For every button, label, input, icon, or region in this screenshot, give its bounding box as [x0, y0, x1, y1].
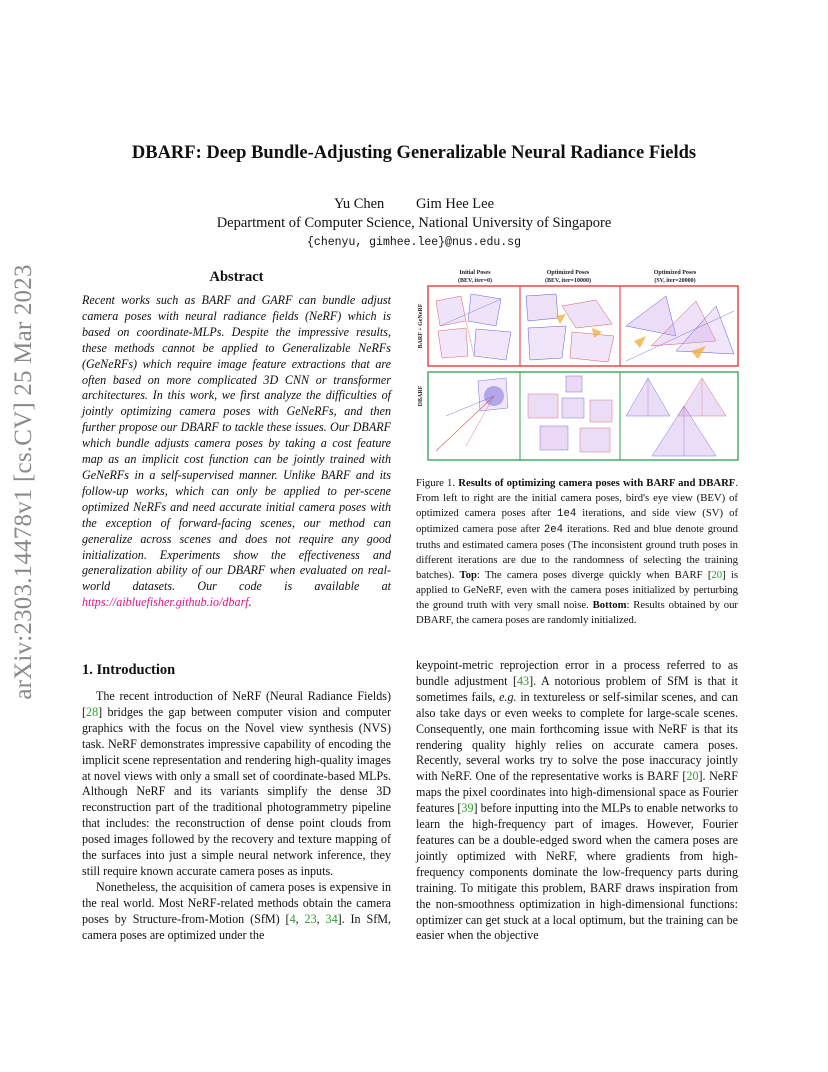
fig-panel-bev-bottom	[528, 376, 612, 452]
caption-math: 2e4	[543, 524, 564, 536]
citation-link[interactable]: 20	[711, 569, 723, 581]
fig-panel-initial-bottom	[436, 378, 508, 451]
author-name: Yu Chen	[333, 196, 385, 212]
fig-row-label: DBARF	[418, 385, 424, 407]
citation-link[interactable]: 23	[304, 911, 317, 926]
paper-title: DBARF: Deep Bundle-Adjusting Generalizable Neural Radiance Fields	[131, 143, 697, 163]
arxiv-stamp-text: arXiv:2303.14478v1 [cs.CV] 25 Mar 2023	[10, 264, 37, 700]
code-link[interactable]: https://aibluefisher.github.io/dbarf	[82, 595, 249, 610]
section-heading: 1. Introduction	[82, 662, 176, 678]
caption-part: iterations. Red and blue denote ground truths and estimated camera poses (The inconsistent ground truth poses in different iterations are due to the randomness of selecting the training batches).	[416, 523, 738, 581]
fig-col-title: Optimized Poses	[653, 270, 697, 276]
fig-panel-bev-top	[526, 294, 614, 362]
abstract-tail: .	[248, 595, 252, 610]
citation-link[interactable]: 4	[289, 911, 296, 926]
citation-link[interactable]: 20	[686, 769, 699, 784]
abstract-heading: Abstract	[209, 269, 264, 285]
fig-panel-initial-top	[436, 294, 511, 360]
abstract-body	[82, 293, 391, 611]
caption-part: ] is applied to GeNeRF, even with the camera poses initialized by perturbing the ground truth with very small noise.	[416, 569, 739, 611]
caption-part: . From left to right are the initial camera poses, bird's eye view (BEV) of optimized camera poses after	[416, 477, 739, 519]
fig-bottom-row	[428, 372, 738, 460]
fig-col-title: Initial Poses	[459, 270, 491, 276]
caption-math: 1e4	[557, 508, 577, 520]
author-name: Gim Hee Lee	[415, 196, 495, 212]
arxiv-stamp	[4, 262, 44, 702]
citation-link[interactable]: 28	[86, 704, 99, 719]
fig-col-title: Optimized Poses	[546, 270, 590, 276]
fig-col-subtitle: (SV, iter=20000)	[654, 278, 696, 284]
intro-paragraph: The recent introduction of NeRF (Neural Radiance Fields) [28] bridges the gap between computer vision and computer graphics with the focus on the Novel view synthesis (NVS) task. NeRF demonstrates impressive capability of encoding the implicit scene representation and rendering high-quality images at novel views with only a small set of coordinate-based MLPs. Although NeRF and its variants simplify the dense 3D reconstruction part of the traditional photogrammetry pipeline that includes: the reconstruction of dense point clouds from posed images followed by the recovery and texture mapping of the surfaces into just a simple neural network inference, they still require known accurate camera poses as inputs.	[82, 689, 391, 878]
caption-bottom: Bottom	[592, 599, 627, 611]
caption-part: iterations, and side view (SV) of optimized camera pose after	[416, 507, 738, 535]
author-list	[0, 196, 828, 213]
caption-label: Figure 1.	[416, 477, 456, 489]
caption-top: Top	[459, 569, 477, 581]
fig-col-subtitle: (BEV, iter=0)	[458, 278, 492, 284]
intro-left-column	[82, 689, 391, 944]
author-email: {chenyu, gimhee.lee}@nus.edu.sg	[307, 236, 521, 249]
fig-panel-sv-top	[626, 296, 734, 361]
fig-top-row	[428, 286, 738, 366]
fig-col-subtitle: (BEV, iter=10000)	[545, 278, 591, 284]
figure-1-caption	[416, 476, 738, 628]
intro-right-column	[416, 658, 738, 944]
affiliation: Department of Computer Science, National University of Singapore	[216, 215, 612, 231]
citation-link[interactable]: 43	[517, 673, 530, 688]
intro-paragraph: keypoint-metric reprojection error in a process referred to as bundle adjustment [43]. A notorious problem of SfM is that it sometimes fails, e.g. in textureless or self-similar scenes, and can also take days or even weeks to complete for large-scale scenes. Consequently, one main forthcoming issue with NeRF is that its rendering quality highly relies on accurate camera poses. Recently, several works try to solve the pose inaccuracy jointly with NeRF. One of the representative works is BARF [20]. NeRF maps the pixel coordinates into high-dimensional space as Fourier features [39] before inputting into the MLPs to enable networks to learn the high-frequency part of images. However, Fourier features can be a double-edged sword when the camera poses are jointly optimized with NeRF, where gradients from high-frequency components dominate the low-frequency parts during training. To mitigate this problem, BARF draws inspiration from the non-smoothness optimization in high-dimensional functions: optimizer can get stuck at a local optimum, but the training can be easier when the objective	[416, 658, 739, 943]
fig-panel-sv-bottom	[626, 378, 726, 456]
citation-link[interactable]: 39	[461, 801, 474, 816]
figure-1	[416, 266, 740, 466]
caption-part: : The camera poses diverge quickly when BARF [	[476, 569, 712, 581]
caption-part: : Results obtained by our DBARF, the camera poses are randomly initialized.	[416, 599, 738, 626]
fig-row-label: BARF + GeNeRF	[418, 303, 424, 349]
intro-paragraph: Nonetheless, the acquisition of camera poses is expensive in the real world. Most NeRF-related methods obtain the camera poses by Structure-from-Motion (SfM) [4, 23, 34]. In SfM, camera poses are optimized under the	[82, 879, 392, 942]
citation-link[interactable]: 34	[325, 911, 338, 926]
abstract-text: Recent works such as BARF and GARF can bundle adjust camera poses with neural radiance fields (NeRF) which is based on coordinate-MLPs. Despite the impressive results, these methods cannot be applied to Generalizable NeRFs (GeNeRFs) which require image feature extractions that are often based on more complicated 3D CNN or transformer architectures. In this work, we first analyze the difficulties of jointly optimizing camera poses with GeNeRFs, and then further propose our DBARF to tackle these issues. Our DBARF which bundle adjusts camera poses by taking a cost feature map as an implicit cost function can be jointly trained with GeNeRFs in a self-supervised manner. Unlike BARF and its follow-up works, which can only be applied to per-scene optimized NeRFs and need accurate initial camera poses with the exception of forward-facing scenes, our method can generalize across scenes and does not require any good initialization. Experiments show the effectiveness and generalization ability of our DBARF when evaluated on real-world datasets. Our code is available at	[82, 293, 391, 594]
caption-bold: Results of optimizing camera poses with BARF and DBARF	[458, 477, 736, 489]
